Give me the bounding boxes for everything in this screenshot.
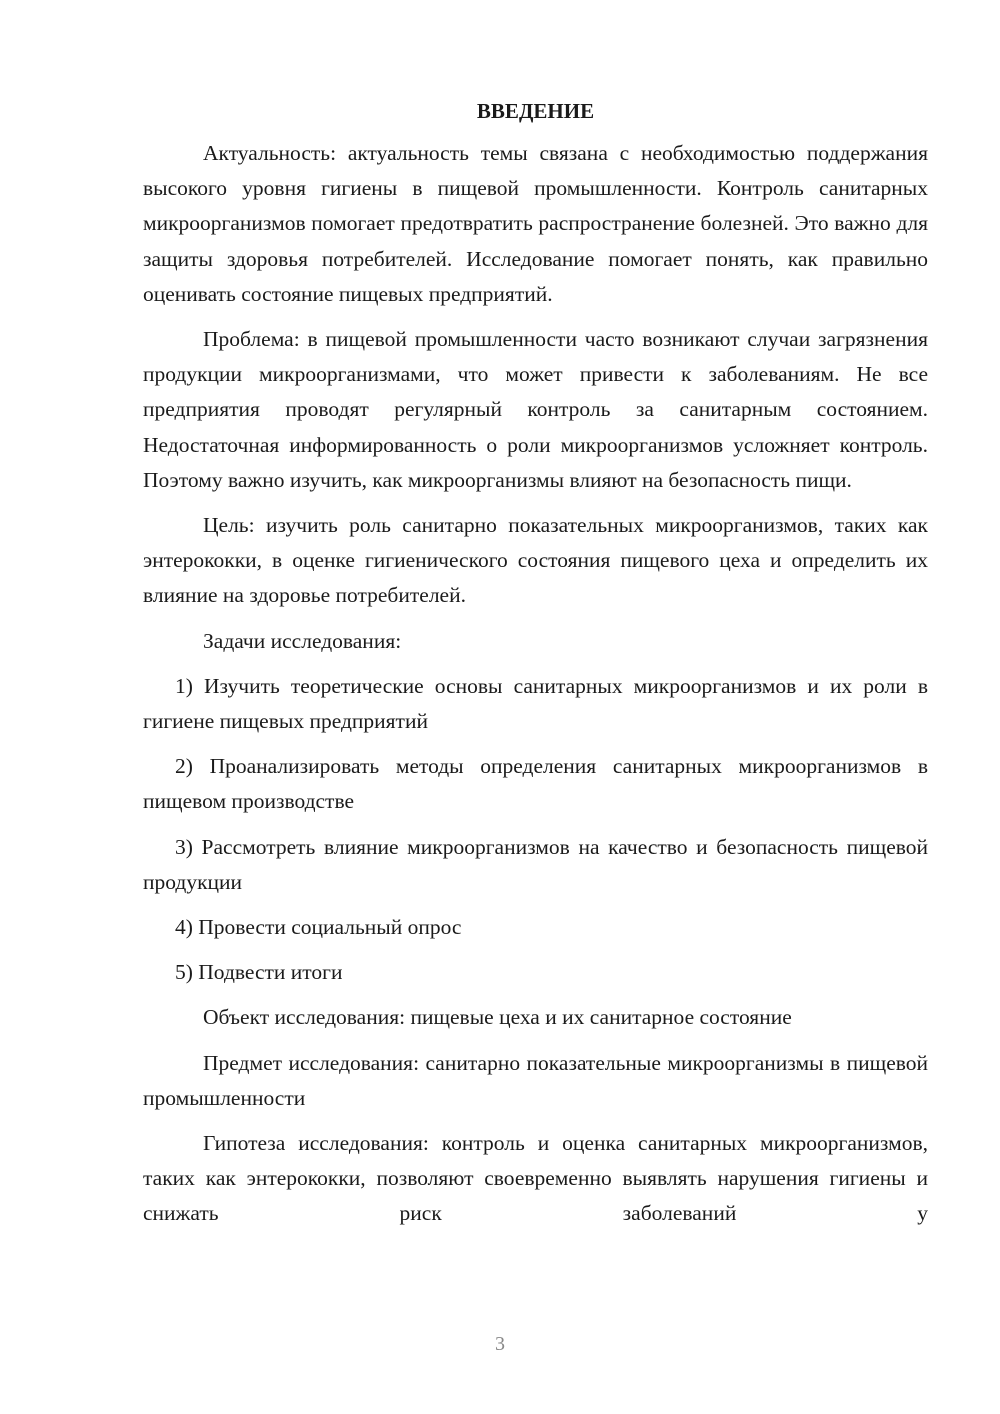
paragraph-goal: Цель: изучить роль санитарно показательных микроорганизмов, таких как энтерококки, в оценке гигиенического состояния пищевого цеха и определить их влияние на здоровье потребителей. — [143, 513, 928, 608]
page-number: 3 — [495, 1333, 505, 1355]
section-title: ВВЕДЕНИЕ — [476, 99, 595, 123]
task-item-2: 2) Проанализировать методы определения санитарных микроорганизмов в пищевом производстве — [143, 754, 928, 814]
paragraph-relevance: Актуальность: актуальность темы связана с необходимостью поддержания высокого уровня гигиены в пищевой промышленности. Контроль санитарных микроорганизмов помогает предотвратить распространение болезней. Это важно для защиты здоровья потребителей. Исследование помогает понять, как правильно оценивать состояние пищевых предприятий. — [143, 141, 928, 306]
paragraph-subject: Предмет исследования: санитарно показательные микроорганизмы в пищевой промышленности — [143, 1050, 928, 1110]
task-item-1: 1) Изучить теоретические основы санитарных микроорганизмов и их роли в гигиене пищевых предприятий — [143, 673, 928, 734]
task-item-4: 4) Провести социальный опрос — [175, 915, 462, 940]
paragraph-object: Объект исследования: пищевые цеха и их санитарное состояние — [203, 1005, 792, 1030]
task-item-3: 3) Рассмотреть влияние микроорганизмов на качество и безопасность пищевой продукции — [143, 834, 928, 894]
document-page — [143, 96, 928, 1242]
paragraph-problem: Проблема: в пищевой промышленности часто возникают случаи загрязнения продукции микроорганизмами, что может привести к заболеваниям. Не все предприятия проводят регулярный контроль за санитарным состоянием. Недостаточная информированность о роли микроорганизмов усложняет контроль. Поэтому важно изучить, как микроорганизмы влияют на безопасность пищи. — [143, 327, 928, 492]
paragraph-hypothesis: Гипотеза исследования: контроль и оценка санитарных микроорганизмов, таких как энтерококки, позволяют своевременно выявлять нарушения гигиены и снижать риск заболеваний у — [143, 1131, 928, 1226]
task-item-5: 5) Подвести итоги — [175, 960, 343, 985]
paragraph-tasks-heading: Задачи исследования: — [203, 628, 402, 653]
